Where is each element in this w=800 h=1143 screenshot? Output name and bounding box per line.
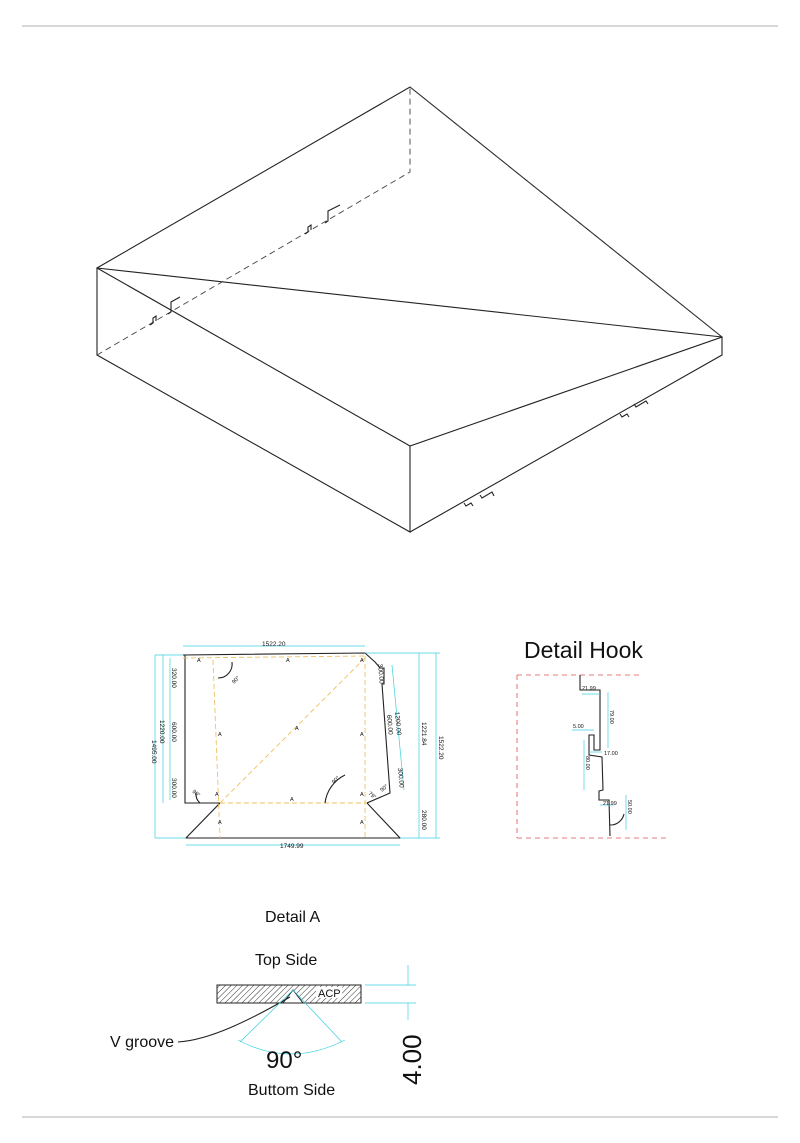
detail-hook-title: Detail Hook	[524, 637, 643, 663]
fold-diagonal	[220, 658, 365, 803]
mark-a: A	[360, 792, 364, 798]
angle-90-left: 90°	[190, 788, 201, 799]
dim-top-width: 1522.20	[262, 641, 286, 648]
angle-90-top: 90°	[231, 675, 242, 686]
angle-90-mid: 90°	[331, 775, 342, 786]
iso-hook-5	[464, 503, 473, 506]
iso-hook-4	[325, 205, 340, 223]
flat-pattern	[150, 641, 444, 850]
dim-bottom-width: 1749.99	[280, 843, 304, 850]
iso-front-left-face	[97, 268, 410, 532]
detail-hook	[517, 637, 670, 838]
fold-top	[183, 656, 365, 658]
hook-dim-d3: 5.00	[573, 724, 584, 730]
top-side-label: Top Side	[255, 952, 318, 969]
mark-a: A	[215, 792, 219, 798]
dim-right-seg3: 600.00	[385, 714, 394, 735]
mark-a: A	[197, 658, 201, 664]
mark-a: A	[360, 732, 364, 738]
angle-90-right: 90°	[379, 783, 390, 794]
dim-left-seg2: 600.00	[170, 722, 177, 742]
dim-left-seg3: 300.00	[170, 778, 177, 798]
hook-angle-arc	[610, 814, 624, 825]
iso-front-right-face	[410, 337, 722, 532]
hook-dim-d7: 50.00	[626, 800, 632, 814]
hook-dim-d5: 80.00	[584, 756, 590, 770]
mark-a: A	[360, 820, 364, 826]
mark-a: A	[218, 732, 222, 738]
hook-dim-d2: 79.00	[608, 710, 614, 724]
dim-left-inner: 1220.00	[158, 720, 165, 744]
mark-a: A	[218, 820, 222, 826]
dim-right-seg2: 1200.00	[393, 711, 403, 736]
dim-right-height: 1221.84	[420, 722, 427, 746]
mark-a: A	[290, 797, 294, 803]
dim-right-seg4: 300.00	[396, 767, 405, 788]
bottom-side-label: Buttom Side	[248, 1082, 336, 1099]
acp-label: ACP	[318, 988, 341, 1000]
iso-top-face	[97, 87, 722, 446]
dim-skirt-height: 280.00	[420, 810, 427, 830]
iso-hook-7	[620, 414, 629, 417]
dim-left-total: 1495.00	[150, 740, 157, 764]
angle-90-label: 90°	[266, 1047, 303, 1074]
mark-a: A	[295, 726, 299, 732]
dim-right-seg1: 300.00	[376, 663, 385, 684]
dim-right-total: 1522.20	[437, 736, 444, 760]
hook-dim-d4: 17.00	[604, 751, 618, 757]
v-groove-label: V groove	[110, 1034, 175, 1051]
hook-dim-d1: 21.99	[582, 686, 596, 692]
iso-hidden-back-left	[97, 87, 410, 355]
hook-dim-d6: 21.99	[603, 801, 617, 807]
detail-a-title: Detail A	[265, 909, 321, 926]
detail-a	[110, 909, 427, 1099]
iso-diagonal	[97, 268, 722, 337]
dim-left-seg1: 320.00	[170, 668, 177, 688]
v-groove-leader	[178, 997, 290, 1042]
iso-hook-6	[480, 492, 494, 498]
arc-90-top	[218, 662, 232, 678]
isometric-view	[97, 87, 722, 532]
fold-left	[213, 660, 220, 838]
mark-a: A	[286, 658, 290, 664]
angle-79: 79°	[366, 790, 377, 801]
thickness-label: 4.00	[397, 1034, 427, 1085]
mark-a: A	[360, 658, 364, 664]
